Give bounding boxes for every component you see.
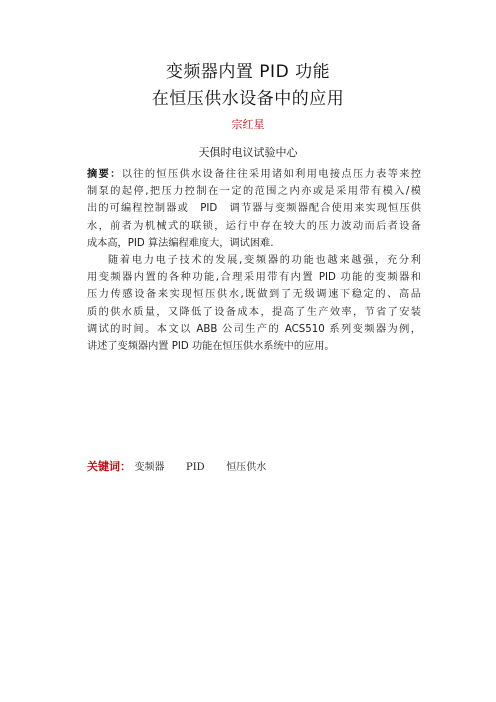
abstract-line: [87, 166, 421, 183]
abstract-line: 压力传感设备来实现恒压供水,既做到了无级调速下稳定的、高品: [87, 289, 421, 301]
title-line-1: 变频器内置 PID 功能: [165, 62, 331, 82]
abstract-line: 用变频器内置的各种功能,合理采用带有内置 PID 功能的变频器和: [87, 272, 421, 284]
keyword-item: 恒压供水: [226, 462, 267, 473]
abstract-text: 以往的恒压供水设备往往采用诸如利用电接点压力表等来控: [121, 169, 421, 180]
author-name: 宗红星: [231, 118, 265, 131]
abstract: [87, 166, 421, 355]
abstract-line: 制泵的起停,把压力控制在一定的范围之内亦或是采用带有模入/模: [87, 186, 421, 198]
abstract-line: 水，前者为机械式的联锁，运行中存在较大的压力波动而后者设备: [87, 220, 421, 232]
abstract-line: 出的可编程控制器或 PID 调节器与变频器配合使用来实现恒压供: [87, 203, 421, 215]
keyword-item: PID: [186, 462, 205, 473]
abstract-line: 成本高，PID 算法编程难度大，调试困难.: [87, 237, 274, 249]
abstract-line: 随着电力电子技术的发展,变频器的功能也越来越强，充分利: [108, 255, 421, 267]
keyword-item: 变频器: [134, 462, 165, 473]
abstract-label: 摘要：: [87, 169, 122, 180]
author-affiliation: 天俱时电议试验中心: [198, 146, 298, 159]
keywords: [87, 460, 284, 475]
title-line-2: 在恒压供水设备中的应用: [151, 89, 345, 109]
abstract-line: 调试的时间。本文以 ABB 公司生产的 ACS510 系列变频器为例，: [87, 323, 421, 335]
abstract-line: 质的供水质量，又降低了设备成本，提高了生产效率，节省了安装: [87, 306, 421, 318]
keywords-label: 关键词：: [87, 460, 131, 473]
abstract-line: 讲述了变频器内置 PID 功能在恒压供水系统中的应用。: [87, 341, 335, 353]
